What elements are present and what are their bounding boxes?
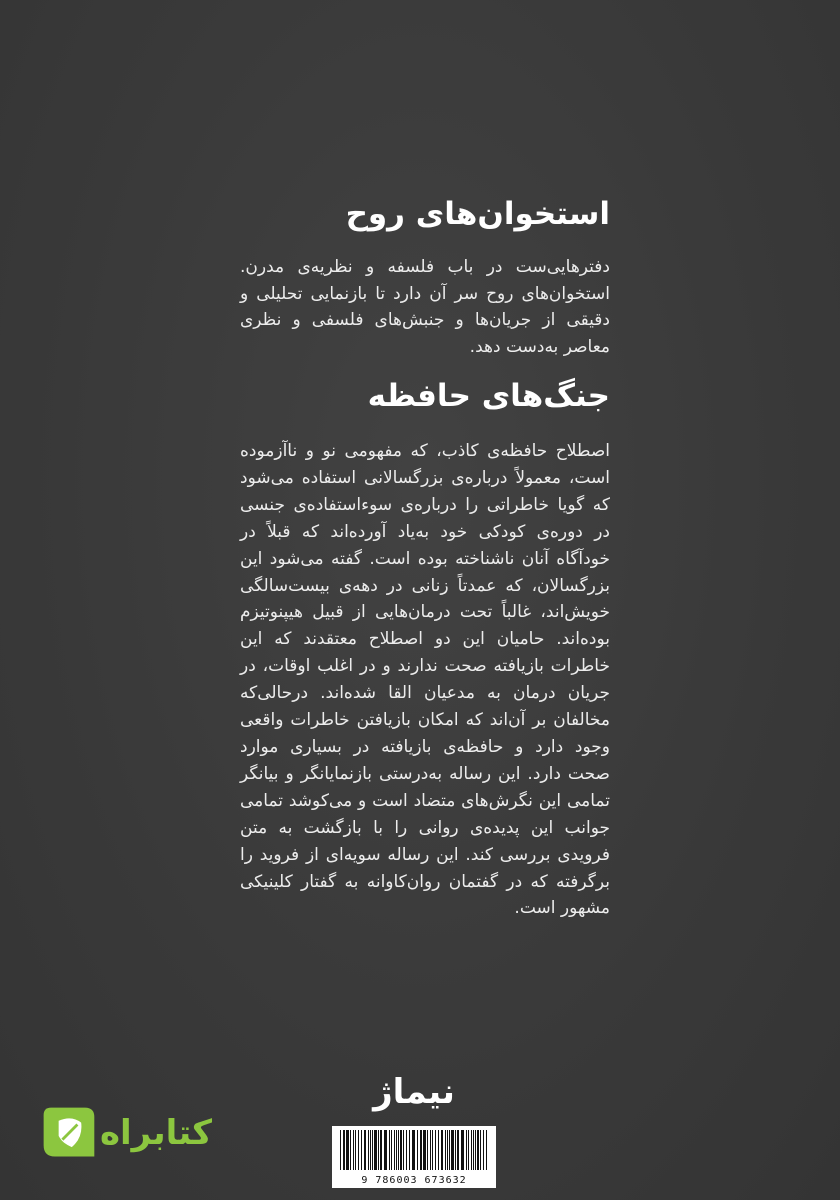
publisher-logo [354, 1066, 474, 1118]
book-synopsis: اصطلاح حافظه‌ی کاذب، که مفهومی نو و ناآزموده است، معمولاً درباره‌ی بزرگسالانی استفاده می‌شود که گویا خاطراتی را درباره‌ی سوءاستفاده‌ی جنسی در دوره‌ی کودکی خود به‌یاد آورده‌اند که قبلاً در خودآگاه آنان ناشناخته بوده است. گفته می‌شود این بزرگسالان، که عمدتاً زنانی در دهه‌ی بیست‌سالگی خویش‌اند، غالباً تحت درمان‌هایی از قبیل هیپنوتیزم بوده‌اند. حامیان این دو اصطلاح معتقدند که این خاطرات بازیافته صحت ندارند و در اغلب اوقات، در جریان درمان به مدعیان القا شده‌اند. درحالی‌که مخالفان بر آن‌اند که امکان بازیافتن خاطرات واقعی وجود دارد و حافظه‌ی بازیافته در بسیاری موارد صحت دارد. این رساله به‌درستی بازنمایانگر و بیانگر تمامی این نگرش‌های متضاد است و می‌کوشد تمامی جوانب این پدیده‌ی روانی را با بازگشت به متن فرویدی بررسی کند. این رساله سویه‌ای از فروید را برگرفته که در گفتمان روان‌کاوانه به گفتار کلینیکی مشهور است. [240, 441, 610, 919]
series-section [240, 190, 610, 360]
book-leaf-icon [38, 1100, 100, 1166]
watermark-text: کتابراه [99, 1113, 212, 1153]
series-title: استخوان‌های روح [345, 196, 610, 232]
isbn-barcode [332, 1126, 496, 1188]
book-title: جنگ‌های حافظه [367, 378, 610, 414]
kitabrah-watermark[interactable] [38, 1098, 218, 1168]
publisher-logo-text: نیماژ [373, 1072, 455, 1112]
isbn-number: 9 786003 673632 [361, 1175, 467, 1186]
barcode-bars [332, 1126, 496, 1174]
series-description: دفترهایی‌ست در باب فلسفه و نظریه‌ی مدرن. استخوان‌های روح سر آن دارد تا بازنمایی تحلیلی و دقیقی از جریان‌ها و جنبش‌های فلسفی و نظری معاصر به‌دست دهد. [240, 257, 610, 357]
book-section [240, 372, 610, 922]
